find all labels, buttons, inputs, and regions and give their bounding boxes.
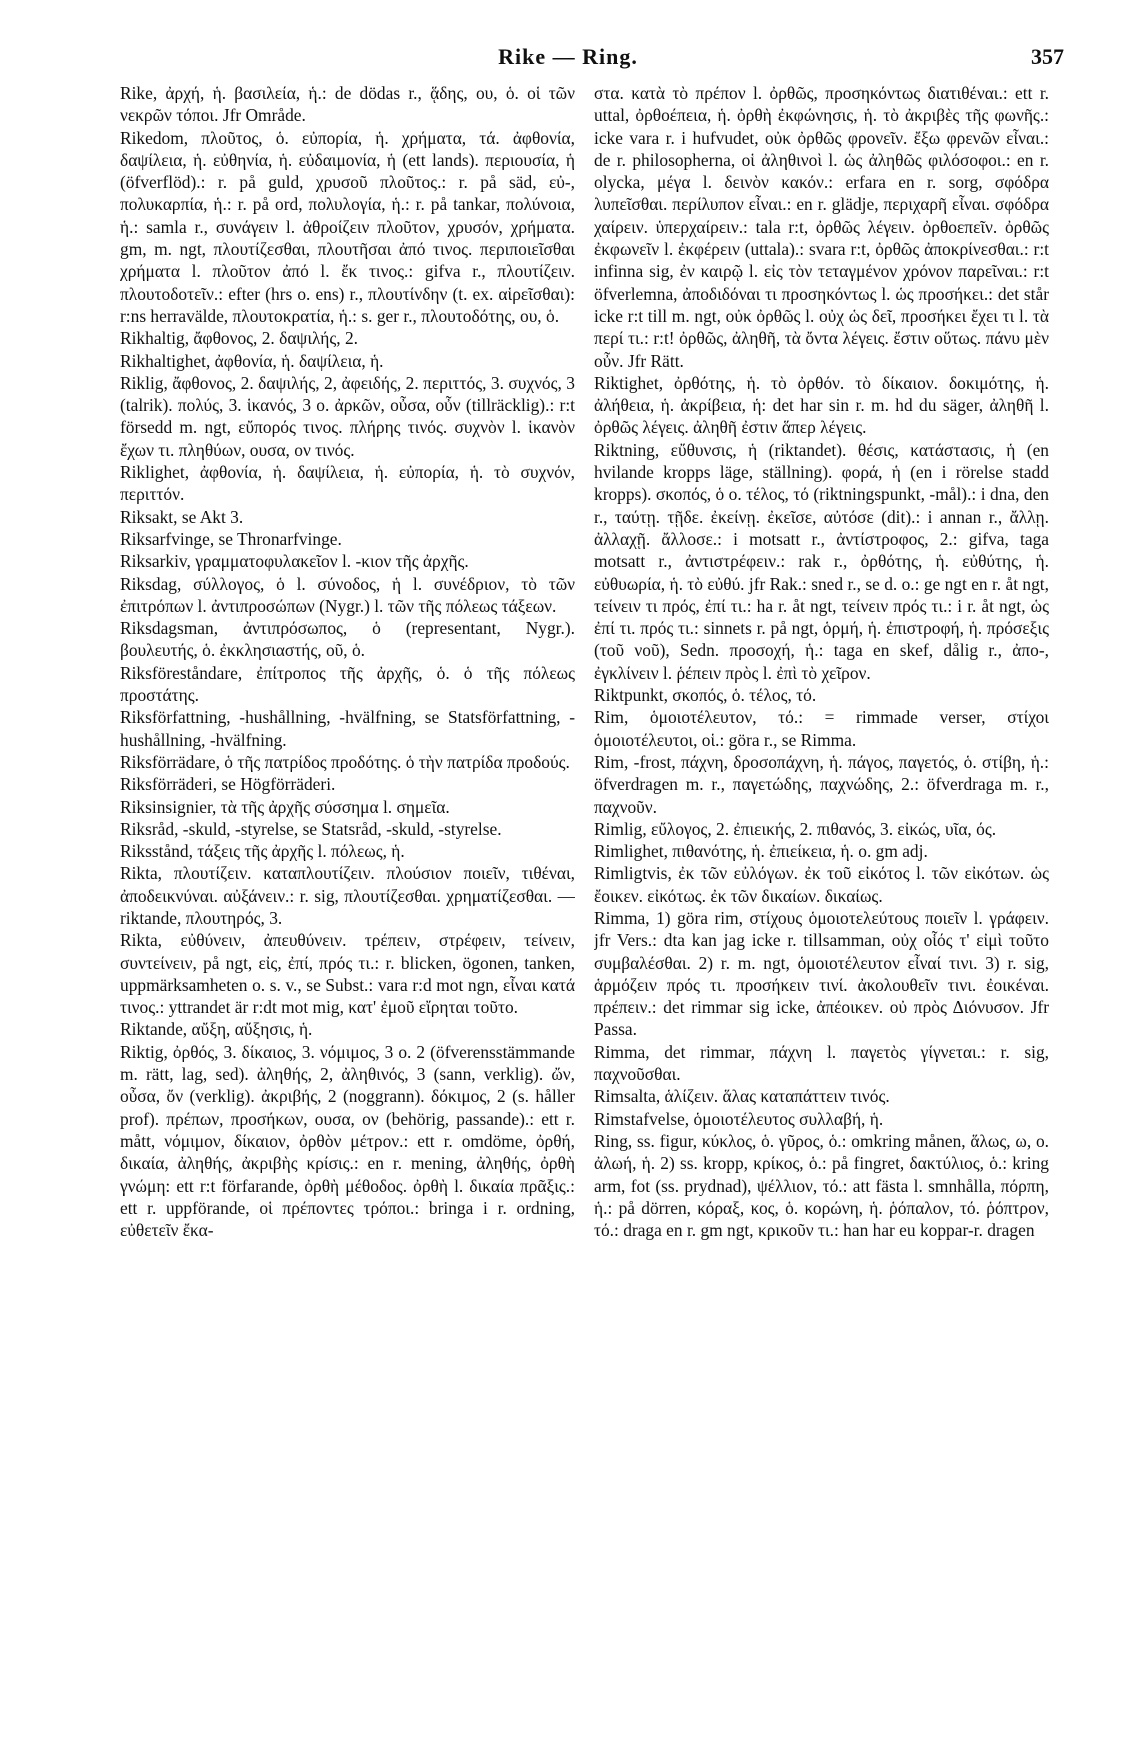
entry-rikhaltig: Rikhaltig, ἄφθονος, 2. δαψιλής, 2. — [120, 328, 359, 349]
entry-ring: Ring, ss. figur, κύκλος, ὁ. γῦρος, ὁ.: omkring månen, ἅλως, ω, ο. ἀλωή, ἡ. 2) ss. kropp, κρίκος, ὁ.: på fingret, δακτύλιος, ὁ.: kring arm, fot (ss. prydnad), ψέλλιον, τό.: att fästa l. smnhålla, πόρπη, ἡ.: på dörren, κόραξ, κος, ὁ. κορώνη, ἡ. ῥόπαλον, τό. ῥόπτρον, τό.: draga en r. gm ngt, κρικοῦν τι.: han har eu koppar-r. dragen — [594, 1130, 1049, 1241]
entry-rim-1: Rim, ὁμοιοτέλευτον, τό.: = rimmade verser, στίχοι ὁμοιοτέλευτοι, οἱ.: göra r., se Rimma. — [594, 707, 1049, 750]
entry-riktig: Riktig, ὀρθός, 3. δίκαιος, 3. νόμιμος, 3 o. 2 (öfverensstämmande m. rätt, lag, sed). ἀληθής, 2, ἀληθινός, 3 (sann, verklig). ὤν, οὖσα, ὄν (verklig). ἀκριβής, 2 (noggrann). δόκιμος, 2 (s. håller prof). πρέπων, προσήκων, ουσα, ον (behörig, passande).: ett r. mått, νόμιμον, δίκαιον, ὀρθὸν μέτρον.: ett r. omdöme, ὀρθή, δικαία, ἀληθής, ἀκριβὴς κρίσις.: en r. mening, ἀληθής, ὀρθὴ γνώμη: ett r:t förfarande, ὀρθὴ μέθοδος. ὀρθὴ l. δικαία πρᾶξις.: ett r. uppförande, οἱ πρέποντες τρόποι.: bringa i r. ordning, εὐθετεῖν ἔκα- — [120, 1041, 575, 1241]
entry-rikhaltighet: Rikhaltighet, ἀφθονία, ἡ. δαψίλεια, ἡ. — [120, 350, 384, 371]
running-head: Rike — Ring. — [498, 44, 638, 69]
right-column — [594, 82, 1049, 1692]
entry-riksrad: Riksråd, -skuld, -styrelse, se Statsråd, -skuld, -styrelse. — [120, 818, 502, 839]
entry-riksforfattning: Riksförfattning, -hushållning, -hvälfning, se Statsförfattning, -hushållning, -hvälfning. — [120, 707, 575, 750]
entry-riktning: Riktning, εὔθυνσις, ἡ (riktandet). θέσις, κατάστασις, ἡ (en hvilande kropps läge, ställning). φορά, ἡ (en i rörelse stadd kropps). σκοπός, ὁ o. τέλος, τό (riktningspunkt, -mål).: i dna, den r., ταύτῃ. τῇδε. ἐκείνῃ. ἐκεῖσε, αὐτόσε (dit).: i annan r., ἄλλῃ. ἀλλαχῇ. ἄλλοσε.: i motsatt r., ἀντίστροφος, 2.: gifva, taga motsatt r., ἀντιστρέφειν.: rak r., ὀρθότης, ἡ. εὐθύτης, ἡ. εὐθυωρία, ἡ. τὸ εὐθύ. jfr Rak.: sned r., se d. o.: ge ngt en r. åt ngt, τείνειν τι πρός, ἐπί τι.: ha r. åt ngt, τείνειν πρός τι.: i r. åt ngt, ὡς ἐπί τι. πρός τι.: sinnets r. på ngt, ὁρμή, ἡ. ἐπιστροφή, ἡ. πρόσεξις (τοῦ νοῦ), Sedn. προσοχή, ἡ.: taga en skef, dålig r., ἀπο-, ἐγκλίνειν l. ῥέπειν πρὸς l. ἐπὶ τὸ χεῖρον. — [594, 439, 1049, 683]
entry-rimlighet: Rimlighet, πιθανότης, ἡ. ἐπιείκεια, ἡ. o. gm adj. — [594, 841, 928, 862]
entry-rimma-1: Rimma, 1) göra rim, στίχους ὁμοιοτελεύτους ποιεῖν l. γράφειν. jfr Vers.: dta kan jag icke r. tillsamman, οὐχ οἷός τ' εἰμὶ τοῦτο συμβαλέσθαι. 2) r. m. ngt, ὁμοιοτέλευτον εἶναί τινι. 3) r. sig, ἁρμόζειν πρός τι. προσήκειν τινί. ἀκολουθεῖν τινι. ἐοικέναι. πρέπειν.: det rimmar sig icke, ἀπέοικεν. οὐ πρὸς Διόνυσον. Jfr Passa. — [594, 907, 1049, 1040]
entry-riksforestandare: Riksföreståndare, ἐπίτροπος τῆς ἀρχῆς, ὁ. ὁ τῆς πόλεως προστάτης. — [120, 662, 575, 706]
page-header — [0, 38, 1136, 78]
entry-riksforraderi: Riksförräderi, se Högförräderi. — [120, 774, 336, 795]
entry-riklig: Riklig, ἄφθονος, 2. δαψιλής, 2, ἀφειδής, 2. περιττός, 3. συχνός, 3 (talrik). πολύς, 3. ἱκανός, 3 o. ἀρκῶν, οὖσα, οὖν (tillräcklig).: r:t försedd m. ngt, εὔπορός τινος. πλήρης τινός. συχνὸν l. ἱκανὸν ἔχων τι. πληθύων, ουσα, ον τινός. — [120, 372, 575, 460]
entry-rimligtvis: Rimligtvis, ἐκ τῶν εὐλόγων. ἐκ τοῦ εἰκότος l. τῶν εἰκότων. ὡς ἔοικεν. εἰκότως. ἐκ τῶν δικαίων. δικαίως. — [594, 863, 1049, 906]
entry-riktande: Riktande, αὔξη, αὔξησις, ἡ. — [120, 1019, 313, 1040]
entry-rimsalta: Rimsalta, ἁλίζειν. ἅλας καταπάττειν τινός. — [594, 1086, 890, 1107]
entry-riksarkiv: Riksarkiv, γραμματοφυλακεῖον l. -κιον τῆς ἀρχῆς. — [120, 551, 469, 572]
entry-rimlig: Rimlig, εὔλογος, 2. ἐπιεικής, 2. πιθανός, 3. εἰκώς, υῖα, ός. — [594, 818, 997, 839]
entry-riksforradare: Riksförrädare, ὁ τῆς πατρίδος προδότης. ὁ τὴν πατρίδα προδούς. — [120, 751, 570, 772]
entry-riksdagsman: Riksdagsman, ἀντιπρόσωπος, ὁ (representant, Nygr.). βουλευτής, ὁ. ἐκκλησιαστής, οῦ, ὁ. — [120, 618, 575, 661]
entry-riktighet: Riktighet, ὀρθότης, ἡ. τὸ ὀρθόν. τὸ δίκαιον. δοκιμότης, ἡ. ἀλήθεια, ἡ. ἀκρίβεια, ἡ: det har sin r. m. hd du säger, ἀληθῆ l. ὀρθῶς λέγεις. ἀληθῆ ἐστιν ἅπερ λέγεις. — [594, 372, 1049, 438]
page-number: 357 — [1031, 44, 1064, 69]
entry-riksinsignier: Riksinsignier, τὰ τῆς ἀρχῆς σύσσημα l. σημεῖα. — [120, 796, 450, 817]
entry-rimstafvelse: Rimstafvelse, ὁμοιοτέλευτος συλλαβή, ἡ. — [594, 1108, 884, 1129]
entry-riksdag: Riksdag, σύλλογος, ὁ l. σύνοδος, ἡ l. συνέδριον, τὸ τῶν ἐπιτρόπων l. ἀντιπροσώπων (Nygr.) l. τῶν τῆς πόλεως τάξεων. — [120, 573, 575, 616]
entry-riktig-continued: στα. κατὰ τὸ πρέπον l. ὀρθῶς, προσηκόντως διατιθέναι.: ett r. uttal, ὀρθοέπεια, ἡ. ὀρθὴ ἐκφώνησις, ἡ. τὸ ἀκριβὲς τῆς φωνῆς.: icke vara r. i hufvudet, οὐκ ὀρθῶς φρονεῖν. ἔξω φρενῶν εἶναι.: de r. philosopherna, οἱ ἀληθινοὶ l. ὡς ἀληθῶς φιλόσοφοι.: en r. olycka, μέγα l. δεινὸν κακόν.: erfara en r. sorg, σφόδρα λυπεῖσθαι. περίλυπον εἶναι.: en r. glädje, περιχαρῆ εἶναι. σφόδρα χαίρειν. ὑπερχαίρειν.: tala r:t, ὀρθῶς λέγειν. ὀρθοεπεῖν. ὀρθῶς ἐκφωνεῖν l. ἐκφέρειν (uttala).: svara r:t, ὀρθῶς ἀποκρίνεσθαι.: r:t infinna sig, ἐν καιρῷ l. εἰς τὸν τεταγμένον χρόνον παρεῖναι.: r:t öfverlemna, ἀποδιδόναι τι προσηκόντως l. ὡς προσήκει.: det står icke r:t till m. ngt, οὐκ ὀρθῶς l. οὐχ ὡς δεῖ, προσήκει ἔχει τι l. τὰ περί τι.: r:t! ὀρθῶς, ἀληθῆ, τὰ ὄντα λέγεις. ἔστιν οὕτως. πάνυ μὲν οὖν. Jfr Rätt. — [594, 83, 1049, 371]
entry-rikta-1: Rikta, πλουτίζειν. καταπλουτίζειν. πλούσιον ποιεῖν, τιθέναι, ἀποδεικνύναι. αὐξάνειν.: r. sig, πλουτίζεσθαι. χρηματίζεσθαι. — riktande, πλουτηρός, 3. — [120, 863, 575, 928]
entry-rim-2: Rim, -frost, πάχνη, δροσοπάχνη, ἡ. πάγος, παγετός, ὁ. στίβη, ἡ.: öfverdragen m. r., παγετώδης, παχνώδης, 2.: öfverdraga m. r., παχνοῦν. — [594, 751, 1049, 817]
entry-rikedom: Rikedom, πλοῦτος, ὁ. εὐπορία, ἡ. χρήματα, τά. ἀφθονία, δαψίλεια, ἡ. εὐθηνία, ἡ. εὐδαιμονία, ἡ (ett lands). περιουσία, ἡ (öfverflöd).: r. på guld, χρυσοῦ πλοῦτος.: r. på säd, εὐ-, πολυκαρπία, ἡ.: r. på ord, πολυλογία, ἡ.: r. på tankar, πολύνοια, ἡ.: samla r., συνάγειν l. ἀθροίζειν πλοῦτον, χρυσόν, χρήματα. gm, m. ngt, πλουτίζεσθαι, πλουτῆσαι ἀπό τινος. περιποιεῖσθαι χρήματα l. πλοῦτον ἀπό l. ἔκ τινος.: gifva r., πλουτίζειν. πλουτοδοτεῖν.: efter (hrs o. ens) r., πλουτίνδην (t. ex. αἱρεῖσθαι): r:ns herravälde, πλουτοκρατία, ἡ.: s. ger r., πλουτοδότης, ου, ὁ. — [120, 127, 575, 326]
entry-rikta-2: Rikta, εὐθύνειν, ἀπευθύνειν. τρέπειν, στρέφειν, τείνειν, συντείνειν, på ngt, εἰς, ἐπί, πρός τι.: r. blicken, ögonen, tanken, uppmärksamheten o. s. v., se Subst.: vara r:d mot ngn, εἶναι κατά τινος.: yttrandet är r:dt mot mig, κατ' ἐμοῦ εἴρηται τοῦτο. — [120, 930, 575, 1018]
entry-rike: Rike, ἀρχή, ἡ. βασιλεία, ἡ.: de dödas r., ᾅδης, ου, ὁ. οἱ τῶν νεκρῶν τόποι. Jfr Område. — [120, 83, 575, 126]
entry-riksstand: Riksstånd, τάξεις τῆς ἀρχῆς l. πόλεως, ἡ. — [120, 841, 405, 862]
entry-riksarfvinge: Riksarfvinge, se Thronarfvinge. — [120, 528, 342, 549]
entry-riktpunkt: Riktpunkt, σκοπός, ὁ. τέλος, τό. — [594, 685, 817, 706]
left-column — [120, 82, 575, 1692]
entry-riklighet: Riklighet, ἀφθονία, ἡ. δαψίλεια, ἡ. εὐπορία, ἡ. τὸ συχνόν, περιττόν. — [120, 462, 575, 505]
entry-riksakt: Riksakt, se Akt 3. — [120, 506, 244, 527]
entry-rimma-2: Rimma, det rimmar, πάχνη l. παγετὸς γίγνεται.: r. sig, παχνοῦσθαι. — [594, 1041, 1049, 1085]
